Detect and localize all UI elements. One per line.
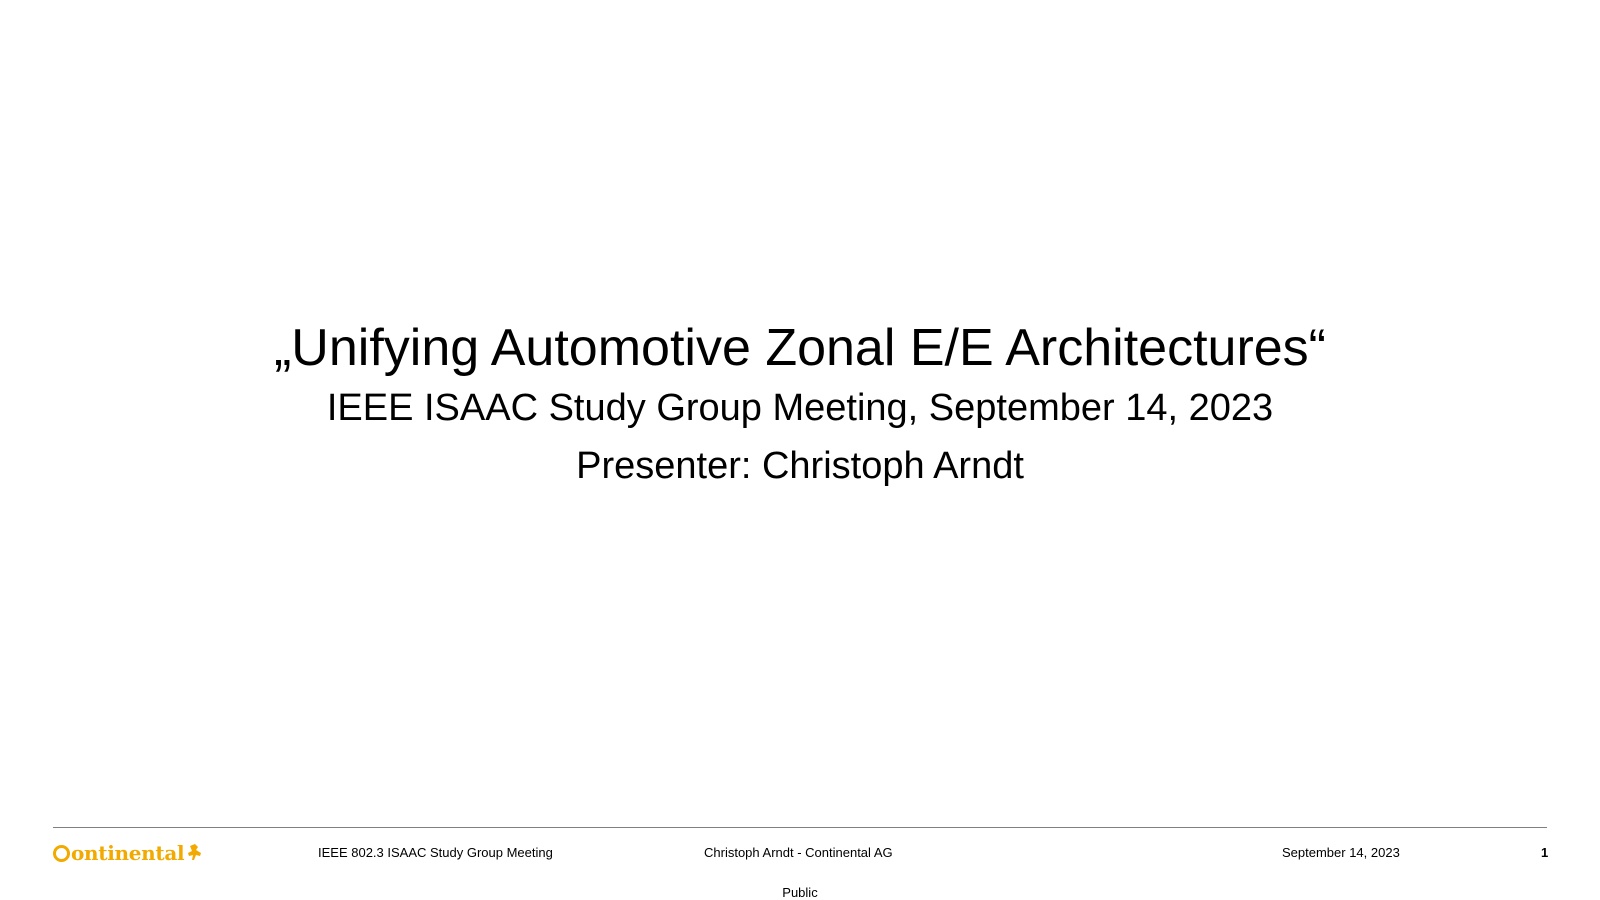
continental-logo [53, 840, 203, 866]
logo-c-mark-icon [53, 845, 70, 862]
footer-author: Christoph Arndt - Continental AG [704, 845, 893, 860]
presenter-line: Presenter: Christoph Arndt [576, 445, 1024, 487]
classification-label: Public [782, 885, 818, 900]
slide-title: „Unifying Automotive Zonal E/E Architectures“ [273, 319, 1326, 377]
logo-wordmark: ontinental [71, 841, 185, 865]
page-number: 1 [1541, 845, 1549, 860]
title-block [0, 318, 1600, 490]
horse-icon [187, 843, 203, 863]
footer-divider [53, 827, 1547, 828]
footer-meeting: IEEE 802.3 ISAAC Study Group Meeting [318, 845, 553, 860]
footer-date: September 14, 2023 [1282, 845, 1400, 860]
slide-subtitle: IEEE ISAAC Study Group Meeting, September 14, 2023 [326, 387, 1274, 429]
